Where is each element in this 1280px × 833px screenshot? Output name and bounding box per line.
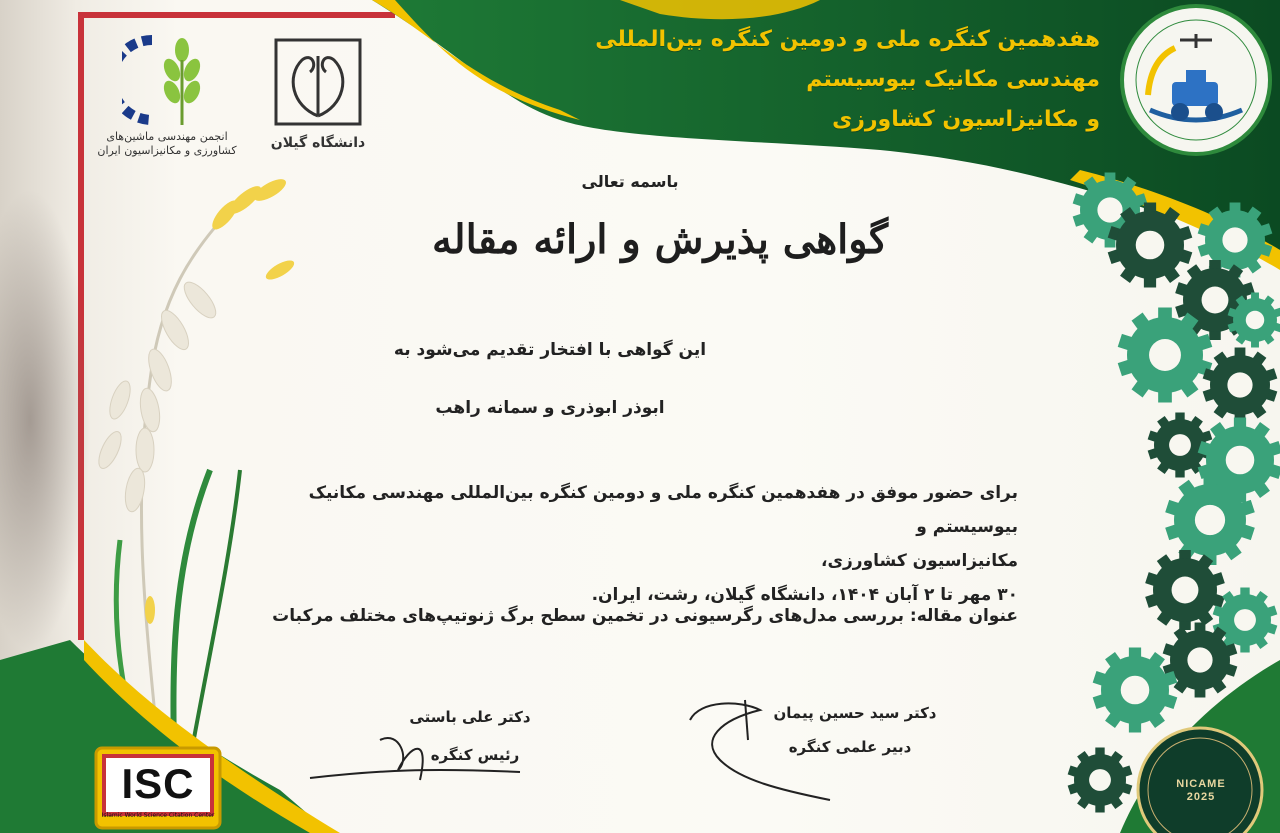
gear-icon [1093, 648, 1178, 733]
presented-line: این گواهی با افتخار تقدیم می‌شود به [393, 340, 707, 360]
nicame-line-2: 2025 [1186, 791, 1216, 803]
society-label-line-2: کشاورزی و مکانیزاسیون ایران [97, 144, 237, 157]
body-line-1: برای حضور موفق در هفدهمین کنگره ملی و دومین کنگره بین‌المللی مهندسی مکانیک بیوسیستم و [308, 483, 1018, 537]
nicame-line-1: NICAME [1176, 778, 1226, 790]
society-label-line-1: انجمن مهندسی ماشین‌های [106, 130, 228, 143]
isc-logo-subtext: Islamic World Science Citation Center [101, 812, 215, 819]
isc-logo-text: ISC [121, 760, 195, 807]
basmele-heading: باسمه تعالی [581, 172, 679, 191]
society-logo-label [92, 130, 242, 158]
paper-title-row [258, 606, 1018, 626]
congress-title-line-1: هفدهمین کنگره ملی و دومین کنگره بین‌المللی [595, 27, 1100, 52]
signature-left-mark [310, 770, 520, 778]
nicame-badge-text [1156, 778, 1246, 804]
university-logo-icon [272, 36, 364, 128]
society-logo-icon [122, 30, 212, 130]
signature-right-name: دکتر سید حسین پیمان [773, 704, 937, 722]
certificate-title: گواهی پذیرش و ارائه مقاله [431, 216, 889, 263]
signature-right-role: دبیر علمی کنگره [788, 738, 912, 756]
body-line-3: ۳۰ مهر تا ۲ آبان ۱۴۰۴، دانشگاه گیلان، رشت، ایران. [591, 585, 1018, 605]
signature-left-name: دکتر علی باستی [409, 708, 531, 726]
body-line-2: مکانیزاسیون کشاورزی، [820, 551, 1018, 571]
signature-left-role: رئیس کنگره [430, 746, 520, 764]
gear-icon [1068, 748, 1133, 813]
congress-title-line-2: مهندسی مکانیک بیوسیستم [806, 67, 1100, 92]
congress-title-line-3: و مکانیزاسیون کشاورزی [832, 107, 1100, 132]
paper-title-label: عنوان مقاله: [909, 606, 1018, 626]
gear-icon [1203, 348, 1278, 423]
university-logo-label: دانشگاه گیلان [270, 135, 366, 151]
recipient-names: ابوذر ابوذری و سمانه راهب [435, 398, 665, 418]
paper-title: بررسی مدل‌های رگرسیونی در تخمین سطح برگ ژنوتیپ‌های مختلف مرکبات [272, 606, 904, 626]
certificate-body [258, 476, 1018, 612]
